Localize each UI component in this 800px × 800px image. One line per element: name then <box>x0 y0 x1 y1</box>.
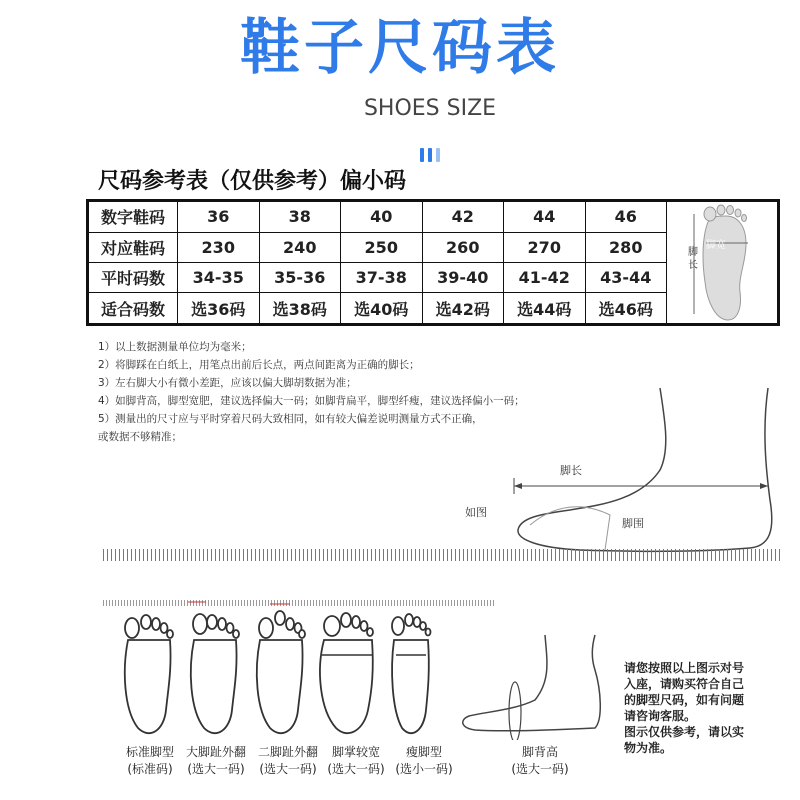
decorative-bars <box>420 148 440 162</box>
advice-line: 物为准。 <box>624 741 673 755</box>
advice-line: 入座，请购买符合自己 <box>624 677 745 691</box>
table-cell: 230 <box>178 232 260 262</box>
note-line: 1）以上数据测量单位均为毫米； <box>98 341 252 353</box>
foot-type-advice: (选大一码) <box>187 762 245 776</box>
table-cell: 选36码 <box>178 293 260 325</box>
table-title: 尺码参考表（仅供参考）偏小码 <box>98 169 407 194</box>
foot-type-name: 二脚趾外翻 <box>257 745 318 759</box>
foot-type-advice: (选大一码) <box>511 762 569 776</box>
table-cell: 37-38 <box>341 262 423 292</box>
foot-type-name: 脚掌较宽 <box>331 745 380 759</box>
foot-type-advice: (选大一码) <box>327 762 385 776</box>
instep-height-illustration <box>455 630 605 740</box>
advice-line: 的脚型尺码，如有问题 <box>624 693 745 707</box>
ruler-long <box>103 549 783 561</box>
note-line: 5）测量出的尺寸应与平时穿着尺码大致相同，如有较大偏差说明测量方式不正确， <box>98 413 483 425</box>
foot-types-illustration <box>110 600 450 740</box>
foot-type-name: 脚背高 <box>521 745 558 759</box>
foot-type-name: 大脚趾外翻 <box>185 745 246 759</box>
foot-type-name: 瘦脚型 <box>405 745 442 759</box>
table-row <box>88 201 779 233</box>
foot-type-big-toe-valgus <box>178 744 254 778</box>
advice-note <box>624 660 774 756</box>
advice-line: 图示仅供参考，请以实 <box>624 725 745 739</box>
table-cell: 选46码 <box>585 293 667 325</box>
advice-line: 请咨询客服。 <box>624 709 697 723</box>
page-subtitle: SHOES SIZE <box>363 96 497 121</box>
table-cell: 40 <box>341 201 423 233</box>
measurement-notes <box>98 338 525 446</box>
row-header: 适合码数 <box>88 293 178 325</box>
table-cell: 280 <box>585 232 667 262</box>
table-cell: 250 <box>341 232 423 262</box>
foot-type-high-instep <box>500 744 580 778</box>
table-cell: 42 <box>422 201 504 233</box>
foot-type-slim <box>386 744 462 778</box>
table-cell: 35-36 <box>259 262 341 292</box>
foot-side-view-illustration <box>500 380 790 560</box>
foot-type-standard <box>112 744 188 778</box>
note-line: 2）将脚踩在白纸上，用笔点出前后长点，两点间距离为正确的脚长； <box>98 359 420 371</box>
foot-type-second-toe-valgus <box>250 744 326 778</box>
row-header: 数字鞋码 <box>88 201 178 233</box>
table-cell: 39-40 <box>422 262 504 292</box>
foot-type-name: 标准脚型 <box>125 745 174 759</box>
table-cell: 36 <box>178 201 260 233</box>
foot-girth-label: 脚围 <box>622 517 644 530</box>
foot-type-advice: (标准码) <box>127 762 173 776</box>
foot-type-advice: (选大一码) <box>259 762 317 776</box>
table-cell: 选38码 <box>259 293 341 325</box>
size-table <box>86 199 780 326</box>
foot-length-arrow-label: 脚长 <box>560 464 582 477</box>
foot-length-label: 脚长 <box>688 247 698 271</box>
row-header: 对应鞋码 <box>88 232 178 262</box>
page-title: 鞋子尺码表 <box>240 13 560 83</box>
table-cell: 46 <box>585 201 667 233</box>
table-cell: 选44码 <box>504 293 586 325</box>
foot-width-label: 脚宽 <box>706 240 726 251</box>
as-shown-label: 如图 <box>465 506 487 519</box>
table-cell: 260 <box>422 232 504 262</box>
table-cell: 34-35 <box>178 262 260 292</box>
table-cell: 选40码 <box>341 293 423 325</box>
table-cell: 240 <box>259 232 341 262</box>
table-cell: 43-44 <box>585 262 667 292</box>
table-cell: 270 <box>504 232 586 262</box>
table-cell: 41-42 <box>504 262 586 292</box>
note-line: 3）左右脚大小有微小差距，应该以偏大脚胡数据为准； <box>98 377 357 389</box>
foot-type-wide <box>318 744 394 778</box>
table-cell: 38 <box>259 201 341 233</box>
table-cell: 选42码 <box>422 293 504 325</box>
advice-line: 请您按照以上图示对号 <box>624 661 745 675</box>
table-cell: 44 <box>504 201 586 233</box>
row-header: 平时码数 <box>88 262 178 292</box>
foot-type-advice: (选小一码) <box>395 762 453 776</box>
note-line: 4）如脚背高，脚型宽肥，建议选择偏大一码；如脚背扁平，脚型纤瘦，建议选择偏小一码； <box>98 395 525 407</box>
note-line: 或数据不够精准； <box>98 431 182 443</box>
